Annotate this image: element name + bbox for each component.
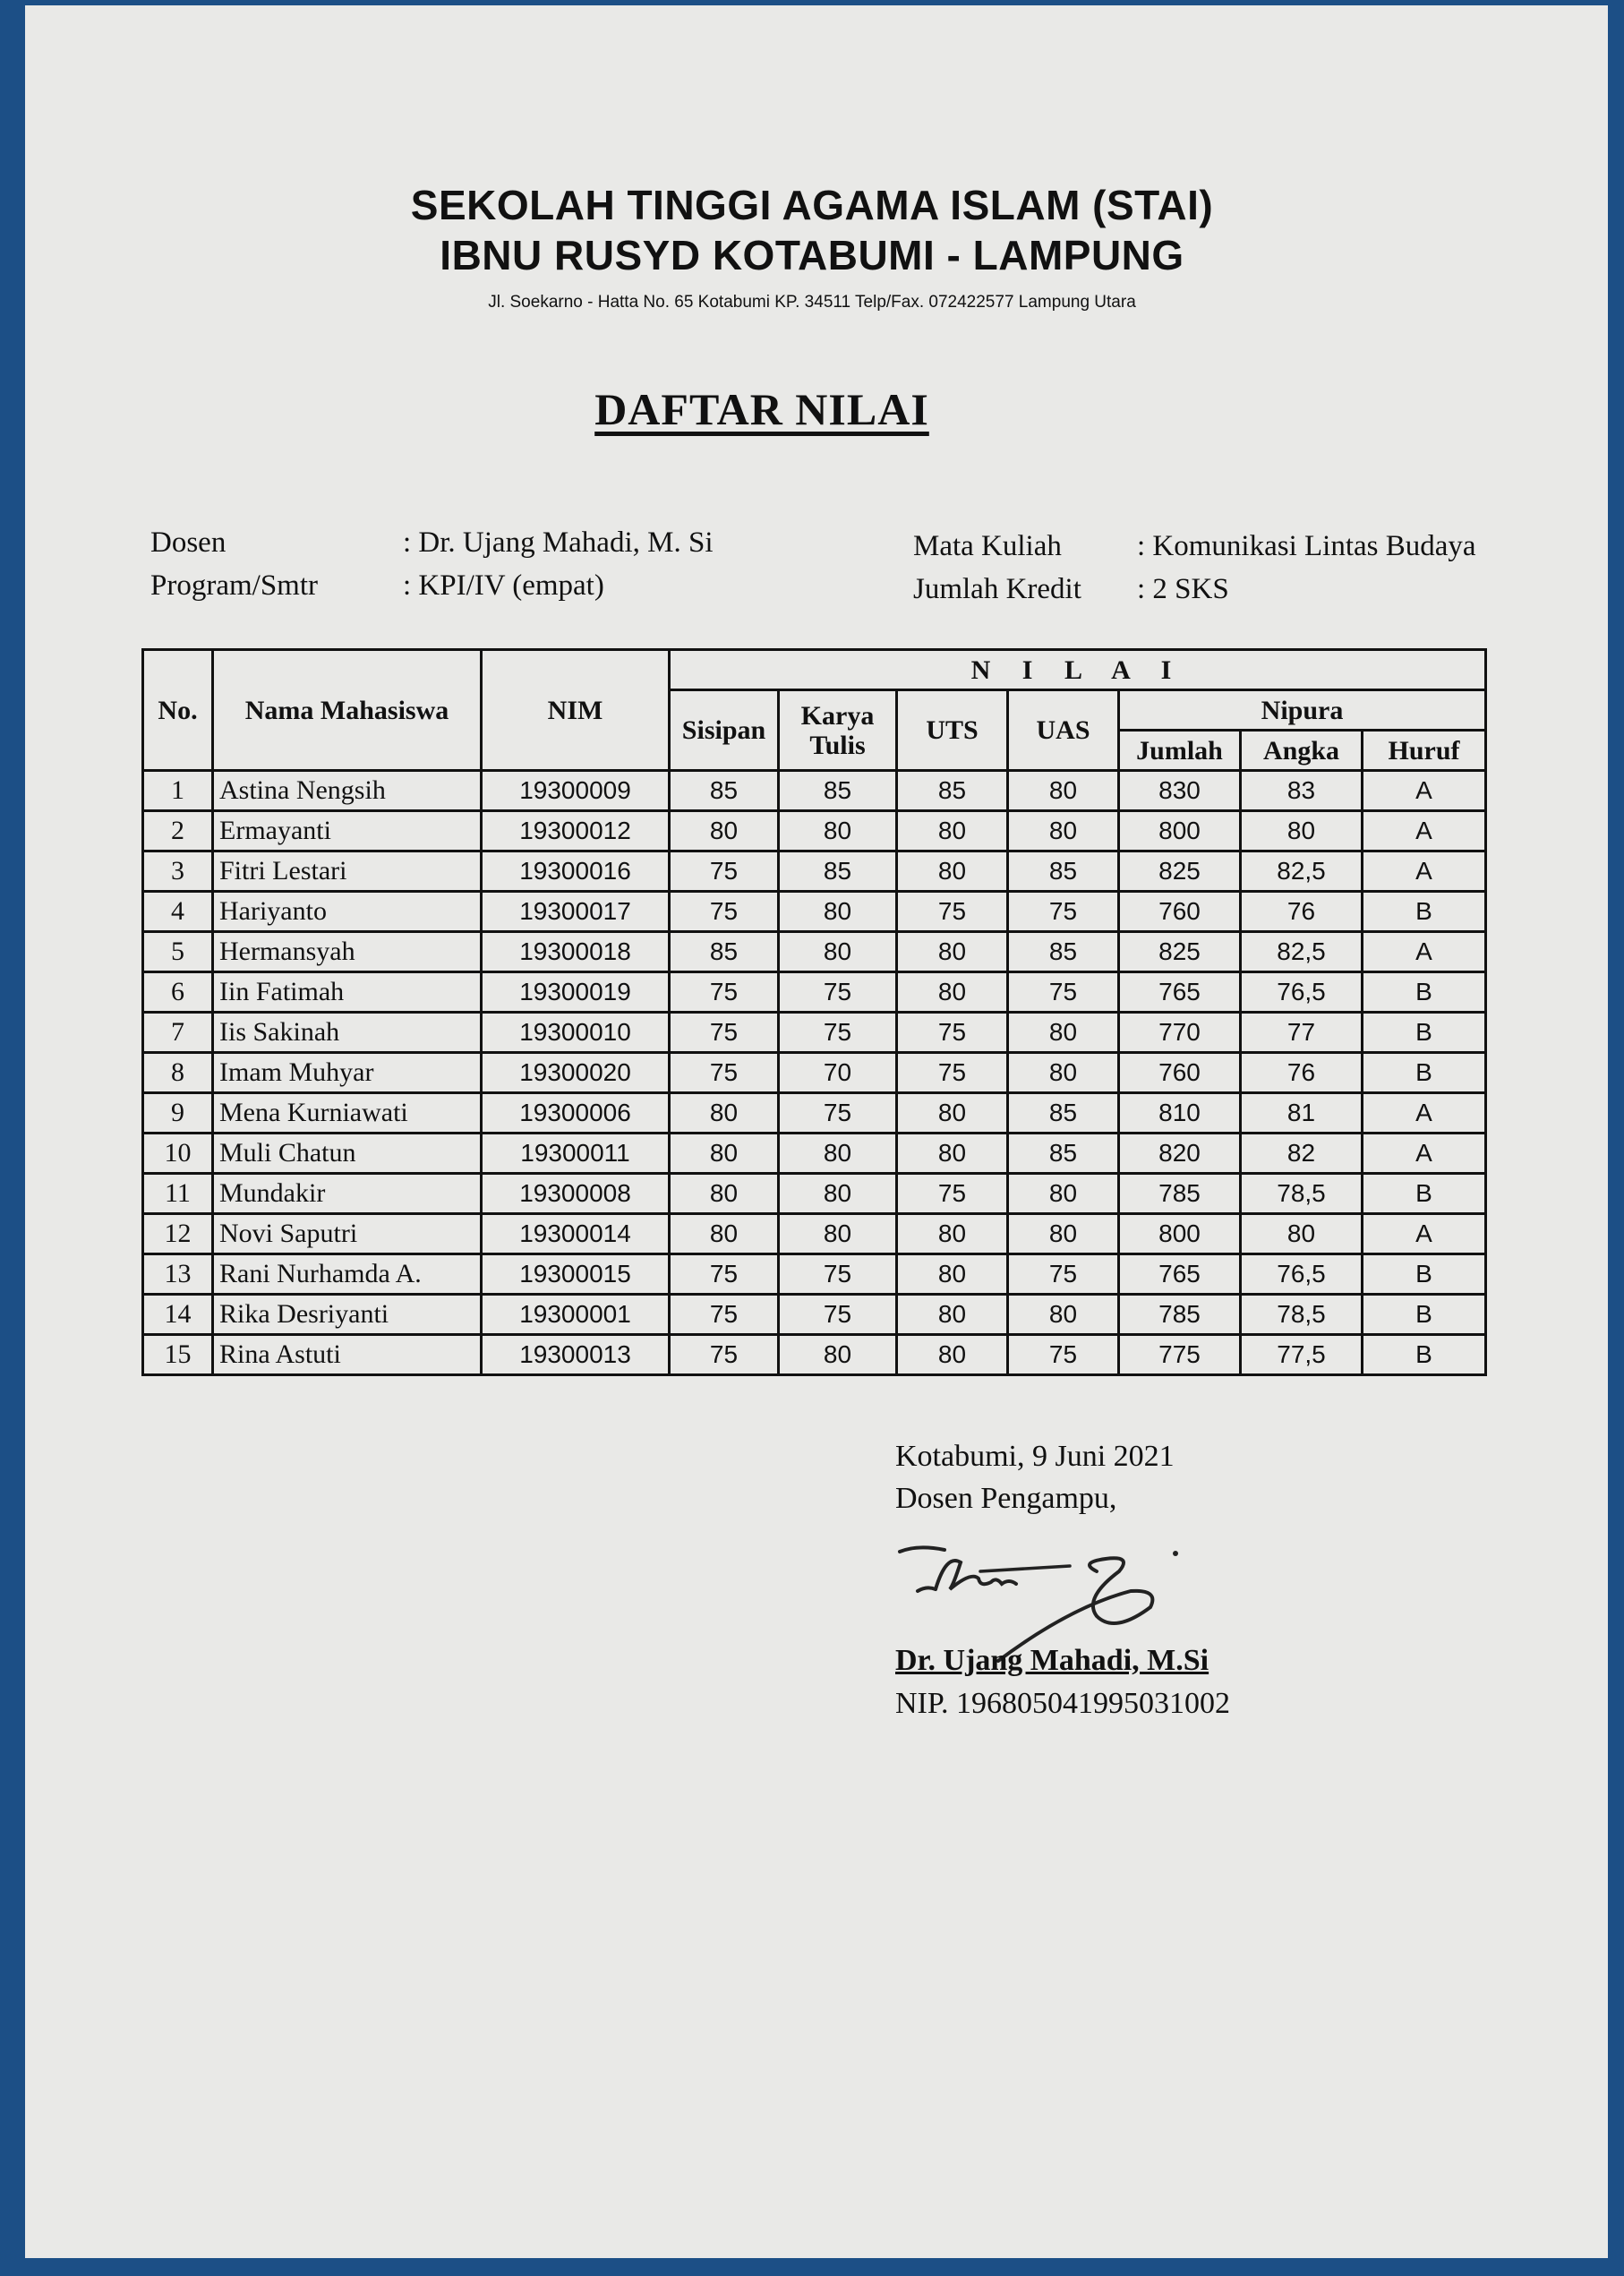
angka-cell: 78,5 xyxy=(1241,1295,1363,1335)
huruf-cell: A xyxy=(1363,771,1486,811)
jumlah-kredit-label: Jumlah Kredit xyxy=(913,573,1081,605)
jumlah-cell: 800 xyxy=(1119,811,1241,851)
name-cell: Rika Desriyanti xyxy=(213,1295,482,1335)
header-angka: Angka xyxy=(1241,731,1363,771)
num-cell: 1 xyxy=(143,771,213,811)
name-cell: Astina Nengsih xyxy=(213,771,482,811)
jumlah-kredit-value: : 2 SKS xyxy=(1137,573,1229,605)
uas-cell: 80 xyxy=(1008,1295,1119,1335)
karya-tulis-cell: 80 xyxy=(779,1134,897,1174)
num-cell: 15 xyxy=(143,1335,213,1375)
name-cell: Iis Sakinah xyxy=(213,1013,482,1053)
huruf-cell: B xyxy=(1363,1295,1486,1335)
header-huruf: Huruf xyxy=(1363,731,1486,771)
sisipan-cell: 75 xyxy=(670,1335,779,1375)
num-cell: 4 xyxy=(143,892,213,932)
huruf-cell: B xyxy=(1363,1335,1486,1375)
num-cell: 9 xyxy=(143,1093,213,1134)
uts-cell: 75 xyxy=(897,1013,1008,1053)
table-row xyxy=(143,811,1486,851)
angka-cell: 76,5 xyxy=(1241,972,1363,1013)
angka-cell: 78,5 xyxy=(1241,1174,1363,1214)
uts-cell: 80 xyxy=(897,1134,1008,1174)
name-cell: Hariyanto xyxy=(213,892,482,932)
num-cell: 12 xyxy=(143,1214,213,1254)
table-row xyxy=(143,1174,1486,1214)
uas-cell: 85 xyxy=(1008,1134,1119,1174)
sisipan-cell: 80 xyxy=(670,1134,779,1174)
signature-role: Dosen Pengampu, xyxy=(895,1482,1117,1515)
uts-cell: 80 xyxy=(897,811,1008,851)
nim-cell: 19300018 xyxy=(482,932,670,972)
huruf-cell: A xyxy=(1363,1093,1486,1134)
nim-cell: 19300016 xyxy=(482,851,670,892)
uts-cell: 80 xyxy=(897,1214,1008,1254)
karya-tulis-cell: 75 xyxy=(779,1295,897,1335)
uts-cell: 75 xyxy=(897,892,1008,932)
jumlah-cell: 760 xyxy=(1119,1053,1241,1093)
nim-cell: 19300011 xyxy=(482,1134,670,1174)
huruf-cell: B xyxy=(1363,1013,1486,1053)
angka-cell: 80 xyxy=(1241,1214,1363,1254)
name-cell: Hermansyah xyxy=(213,932,482,972)
institution-name-line1: SEKOLAH TINGGI AGAMA ISLAM (STAI) xyxy=(410,182,1214,228)
num-cell: 10 xyxy=(143,1134,213,1174)
header-no: No. xyxy=(143,650,213,771)
huruf-cell: B xyxy=(1363,892,1486,932)
karya-tulis-cell: 80 xyxy=(779,1335,897,1375)
nim-cell: 19300006 xyxy=(482,1093,670,1134)
name-cell: Ermayanti xyxy=(213,811,482,851)
nim-cell: 19300012 xyxy=(482,811,670,851)
karya-tulis-cell: 85 xyxy=(779,851,897,892)
mata-kuliah-label: Mata Kuliah xyxy=(913,530,1062,562)
huruf-cell: A xyxy=(1363,932,1486,972)
huruf-cell: B xyxy=(1363,1174,1486,1214)
jumlah-cell: 785 xyxy=(1119,1174,1241,1214)
program-value: : KPI/IV (empat) xyxy=(403,569,604,602)
uts-cell: 80 xyxy=(897,1295,1008,1335)
uas-cell: 75 xyxy=(1008,892,1119,932)
uas-cell: 80 xyxy=(1008,811,1119,851)
angka-cell: 77 xyxy=(1241,1013,1363,1053)
name-cell: Novi Saputri xyxy=(213,1214,482,1254)
dosen-label: Dosen xyxy=(150,526,227,559)
header-nama: Nama Mahasiswa xyxy=(213,650,482,771)
angka-cell: 80 xyxy=(1241,811,1363,851)
uts-cell: 80 xyxy=(897,972,1008,1013)
nim-cell: 19300019 xyxy=(482,972,670,1013)
uts-cell: 80 xyxy=(897,1335,1008,1375)
table-row xyxy=(143,1254,1486,1295)
header-nim: NIM xyxy=(482,650,670,771)
name-cell: Fitri Lestari xyxy=(213,851,482,892)
nim-cell: 19300013 xyxy=(482,1335,670,1375)
uas-cell: 85 xyxy=(1008,932,1119,972)
name-cell: Rani Nurhamda A. xyxy=(213,1254,482,1295)
num-cell: 6 xyxy=(143,972,213,1013)
institution-name-line2: IBNU RUSYD KOTABUMI - LAMPUNG xyxy=(440,232,1184,278)
dosen-value: : Dr. Ujang Mahadi, M. Si xyxy=(403,526,714,559)
name-cell: Mundakir xyxy=(213,1174,482,1214)
signature-place-date: Kotabumi, 9 Juni 2021 xyxy=(895,1440,1175,1473)
program-label: Program/Smtr xyxy=(150,569,318,602)
uas-cell: 80 xyxy=(1008,1053,1119,1093)
header-uas: UAS xyxy=(1008,690,1119,771)
uas-cell: 80 xyxy=(1008,1214,1119,1254)
nim-cell: 19300014 xyxy=(482,1214,670,1254)
name-cell: Muli Chatun xyxy=(213,1134,482,1174)
header-sisipan: Sisipan xyxy=(670,690,779,771)
table-row xyxy=(143,1134,1486,1174)
num-cell: 5 xyxy=(143,932,213,972)
header-nilai: N I L A I xyxy=(670,650,1486,690)
angka-cell: 83 xyxy=(1241,771,1363,811)
sisipan-cell: 80 xyxy=(670,811,779,851)
angka-cell: 82,5 xyxy=(1241,851,1363,892)
karya-tulis-cell: 75 xyxy=(779,1093,897,1134)
karya-tulis-cell: 75 xyxy=(779,1013,897,1053)
uas-cell: 85 xyxy=(1008,851,1119,892)
sisipan-cell: 75 xyxy=(670,972,779,1013)
karya-tulis-cell: 80 xyxy=(779,1174,897,1214)
signature-nip: NIP. 196805041995031002 xyxy=(895,1687,1231,1720)
institution-address: Jl. Soekarno - Hatta No. 65 Kotabumi KP. 34511 Telp/Fax. 072422577 Lampung Utara xyxy=(488,293,1136,312)
sisipan-cell: 85 xyxy=(670,932,779,972)
grades-table-body xyxy=(143,771,1486,1375)
jumlah-cell: 820 xyxy=(1119,1134,1241,1174)
nim-cell: 19300015 xyxy=(482,1254,670,1295)
sisipan-cell: 75 xyxy=(670,1013,779,1053)
jumlah-cell: 770 xyxy=(1119,1013,1241,1053)
uas-cell: 80 xyxy=(1008,771,1119,811)
jumlah-cell: 810 xyxy=(1119,1093,1241,1134)
jumlah-cell: 765 xyxy=(1119,1254,1241,1295)
header-uts: UTS xyxy=(897,690,1008,771)
angka-cell: 76 xyxy=(1241,892,1363,932)
sisipan-cell: 80 xyxy=(670,1093,779,1134)
table-row xyxy=(143,851,1486,892)
angka-cell: 82,5 xyxy=(1241,932,1363,972)
num-cell: 7 xyxy=(143,1013,213,1053)
grades-table xyxy=(141,648,1487,1376)
name-cell: Imam Muhyar xyxy=(213,1053,482,1093)
uas-cell: 75 xyxy=(1008,972,1119,1013)
document-title: DAFTAR NILAI xyxy=(594,384,929,434)
sisipan-cell: 75 xyxy=(670,1254,779,1295)
uts-cell: 80 xyxy=(897,1254,1008,1295)
jumlah-cell: 760 xyxy=(1119,892,1241,932)
table-row xyxy=(143,771,1486,811)
huruf-cell: A xyxy=(1363,851,1486,892)
sisipan-cell: 75 xyxy=(670,892,779,932)
num-cell: 14 xyxy=(143,1295,213,1335)
sisipan-cell: 75 xyxy=(670,1295,779,1335)
sisipan-cell: 80 xyxy=(670,1174,779,1214)
jumlah-cell: 785 xyxy=(1119,1295,1241,1335)
uts-cell: 75 xyxy=(897,1174,1008,1214)
huruf-cell: B xyxy=(1363,972,1486,1013)
name-cell: Rina Astuti xyxy=(213,1335,482,1375)
karya-tulis-cell: 85 xyxy=(779,771,897,811)
sisipan-cell: 75 xyxy=(670,851,779,892)
nim-cell: 19300008 xyxy=(482,1174,670,1214)
num-cell: 13 xyxy=(143,1254,213,1295)
uas-cell: 80 xyxy=(1008,1174,1119,1214)
nim-cell: 19300009 xyxy=(482,771,670,811)
angka-cell: 76,5 xyxy=(1241,1254,1363,1295)
karya-tulis-cell: 70 xyxy=(779,1053,897,1093)
karya-tulis-cell: 75 xyxy=(779,972,897,1013)
uts-cell: 85 xyxy=(897,771,1008,811)
num-cell: 2 xyxy=(143,811,213,851)
uas-cell: 75 xyxy=(1008,1254,1119,1295)
uts-cell: 80 xyxy=(897,851,1008,892)
num-cell: 11 xyxy=(143,1174,213,1214)
angka-cell: 81 xyxy=(1241,1093,1363,1134)
num-cell: 8 xyxy=(143,1053,213,1093)
jumlah-cell: 765 xyxy=(1119,972,1241,1013)
jumlah-cell: 825 xyxy=(1119,932,1241,972)
huruf-cell: A xyxy=(1363,811,1486,851)
table-row xyxy=(143,1295,1486,1335)
huruf-cell: B xyxy=(1363,1254,1486,1295)
karya-tulis-cell: 80 xyxy=(779,892,897,932)
jumlah-cell: 800 xyxy=(1119,1214,1241,1254)
name-cell: Mena Kurniawati xyxy=(213,1093,482,1134)
jumlah-cell: 825 xyxy=(1119,851,1241,892)
jumlah-cell: 830 xyxy=(1119,771,1241,811)
header-nipura: Nipura xyxy=(1119,690,1486,731)
table-row xyxy=(143,972,1486,1013)
karya-tulis-cell: 80 xyxy=(779,1214,897,1254)
huruf-cell: A xyxy=(1363,1214,1486,1254)
table-row xyxy=(143,1214,1486,1254)
sisipan-cell: 75 xyxy=(670,1053,779,1093)
table-row xyxy=(143,1013,1486,1053)
name-cell: Iin Fatimah xyxy=(213,972,482,1013)
huruf-cell: A xyxy=(1363,1134,1486,1174)
uts-cell: 80 xyxy=(897,932,1008,972)
uts-cell: 75 xyxy=(897,1053,1008,1093)
mata-kuliah-value: : Komunikasi Lintas Budaya xyxy=(1137,530,1476,562)
nim-cell: 19300010 xyxy=(482,1013,670,1053)
table-row xyxy=(143,932,1486,972)
uas-cell: 80 xyxy=(1008,1013,1119,1053)
jumlah-cell: 775 xyxy=(1119,1335,1241,1375)
karya-tulis-cell: 80 xyxy=(779,932,897,972)
huruf-cell: B xyxy=(1363,1053,1486,1093)
angka-cell: 82 xyxy=(1241,1134,1363,1174)
uts-cell: 80 xyxy=(897,1093,1008,1134)
uas-cell: 75 xyxy=(1008,1335,1119,1375)
table-row xyxy=(143,1093,1486,1134)
num-cell: 3 xyxy=(143,851,213,892)
signature-name: Dr. Ujang Mahadi, M.Si xyxy=(895,1644,1209,1677)
angka-cell: 76 xyxy=(1241,1053,1363,1093)
nim-cell: 19300020 xyxy=(482,1053,670,1093)
table-row xyxy=(143,1335,1486,1375)
sisipan-cell: 80 xyxy=(670,1214,779,1254)
karya-tulis-cell: 80 xyxy=(779,811,897,851)
nim-cell: 19300017 xyxy=(482,892,670,932)
table-row xyxy=(143,1053,1486,1093)
sisipan-cell: 85 xyxy=(670,771,779,811)
header-jumlah: Jumlah xyxy=(1119,731,1241,771)
uas-cell: 85 xyxy=(1008,1093,1119,1134)
table-row xyxy=(143,892,1486,932)
karya-tulis-cell: 75 xyxy=(779,1254,897,1295)
nim-cell: 19300001 xyxy=(482,1295,670,1335)
header-karya-tulis: Karya Tulis xyxy=(779,690,897,771)
angka-cell: 77,5 xyxy=(1241,1335,1363,1375)
grades-table-container xyxy=(141,648,1487,1376)
